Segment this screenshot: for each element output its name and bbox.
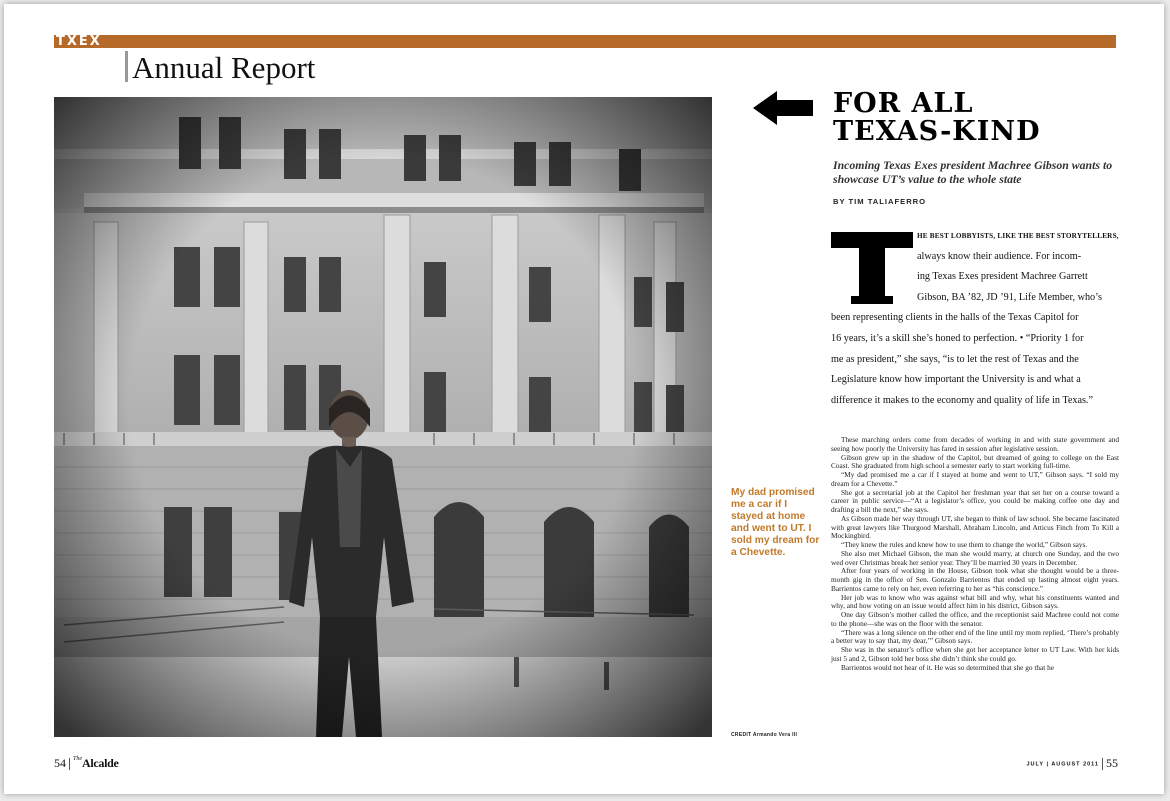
article-intro (831, 226, 1119, 411)
arrow-left-icon (753, 89, 815, 131)
drop-cap-letter: T (831, 230, 832, 231)
body-paragraph: As Gibson made her way through UT, she began to think of law school. She became fascinated with great lawyers like Thurgood Marshall, Abraham Lincoln, and Atticus Finch from To Kill a Mockingbird. (831, 513, 1119, 541)
article-body (831, 436, 1119, 672)
body-paragraph: She was in the senator’s office when she got her acceptance letter to UT Law. With her kids just 5 and 2, Gibson told her boss she didn’t think she could go. (831, 645, 1119, 663)
body-paragraph: “My dad promised me a car if I stayed at home and went to UT,” Gibson says. “I sold my dream for a Chevette.” (831, 470, 1119, 488)
magazine-name: Alcalde (82, 756, 119, 770)
intro-line: been representing clients in the halls of the Texas Capitol for (831, 312, 1079, 324)
article-headline (833, 90, 1041, 146)
capitol-photo (54, 97, 712, 737)
intro-line: 16 years, it’s a skill she’s honed to perfection. • “Priority 1 for (831, 332, 1084, 344)
body-paragraph: “They knew the rules and knew how to use them to change the world,” Gibson says. (841, 540, 1088, 549)
folio-left (54, 756, 119, 771)
title-rule (125, 51, 128, 82)
page-number-right: 55 (1106, 756, 1118, 770)
intro-line: me as president,” she says, “is to let the rest of Texas and the (831, 353, 1079, 365)
body-paragraph: Her job was to know who was against what bill and why, what his constituents wanted and why, and how voting on an issue would affect him in his district, Gibson says. (831, 592, 1119, 611)
body-paragraph: She got a secretarial job at the Capitol her freshman year that set her on a course toward a career in public service—“At a legislator’s office, you could be making coffee one day and drafting a bill the next,” she says. (831, 487, 1119, 514)
body-paragraph: After four years of working in the House, Gibson took what she thought would be a three-month gig in the office of Sen. Gonzalo Barrientos that ended up lasting almost eight years. Barrientos came to rely on her, even referring to her as “his conscience.” (831, 566, 1119, 593)
photo-credit: CREDIT Armando Vera III (731, 732, 798, 738)
byline: BY TIM TALIAFERRO (833, 197, 927, 206)
body-paragraph: Barrientos would not hear of it. He was so determined that she go that he (841, 662, 1054, 672)
article-deck: Incoming Texas Exes president Machree Gibson wants to showcase UT’s value to the whole state (833, 158, 1113, 186)
body-paragraph: One day Gibson’s mother called the office, and the receptionist said Machree could not come to the phone—she was on the floor with the senator. (831, 610, 1119, 628)
section-tag: TXEX (56, 34, 102, 49)
section-bar (54, 35, 1116, 48)
intro-line: Gibson, BA ’82, JD ’91, Life Member, who’s (917, 291, 1102, 303)
page-title: Annual Report (132, 50, 316, 85)
intro-line: HE BEST LOBBYISTS, LIKE THE BEST STORYTELLERS, (917, 232, 1119, 240)
intro-line: always know their audience. For incom- (917, 250, 1082, 262)
intro-line: Legislature know how important the University is and what a (831, 374, 1081, 386)
body-paragraph: She also met Michael Gibson, the man she would marry, at church one Sunday, and the two wed over Christmas break her senior year. They’ll be married 30 years in December. (831, 548, 1119, 567)
body-paragraph: Gibson grew up in the shadow of the Capitol, but dreamed of going to college on the East Coast. She graduated from high school a semester early to start working full-time. (831, 452, 1119, 471)
folio-right (1026, 756, 1118, 771)
headline-line-2: TEXAS-KIND (833, 116, 1041, 147)
headline-line-1: FOR ALL (833, 88, 974, 119)
body-paragraph: “There was a long silence on the other end of the line until my mom replied, ‘There’s probably a better way to say that, my dear,’” Gibson says. (831, 627, 1119, 646)
body-paragraph: These marching orders come from decades of working in and with state government and seeing how poorly the University has fared in session after legislative session. (831, 435, 1119, 453)
page-number-left: 54 (54, 756, 66, 770)
intro-line: difference it makes to the economy and quality of life in Texas.” (831, 394, 1093, 406)
pull-quote: My dad promised me a car if I stayed at home and went to UT. I sold my dream for a Chevette. (731, 487, 820, 558)
magazine-the: The (73, 756, 82, 762)
issue-date: JULY | AUGUST 2011 (1026, 761, 1099, 768)
photo-capitol-building-icon (54, 97, 712, 737)
magazine-spread (4, 4, 1164, 794)
intro-line: ing Texas Exes president Machree Garrett (917, 271, 1088, 283)
